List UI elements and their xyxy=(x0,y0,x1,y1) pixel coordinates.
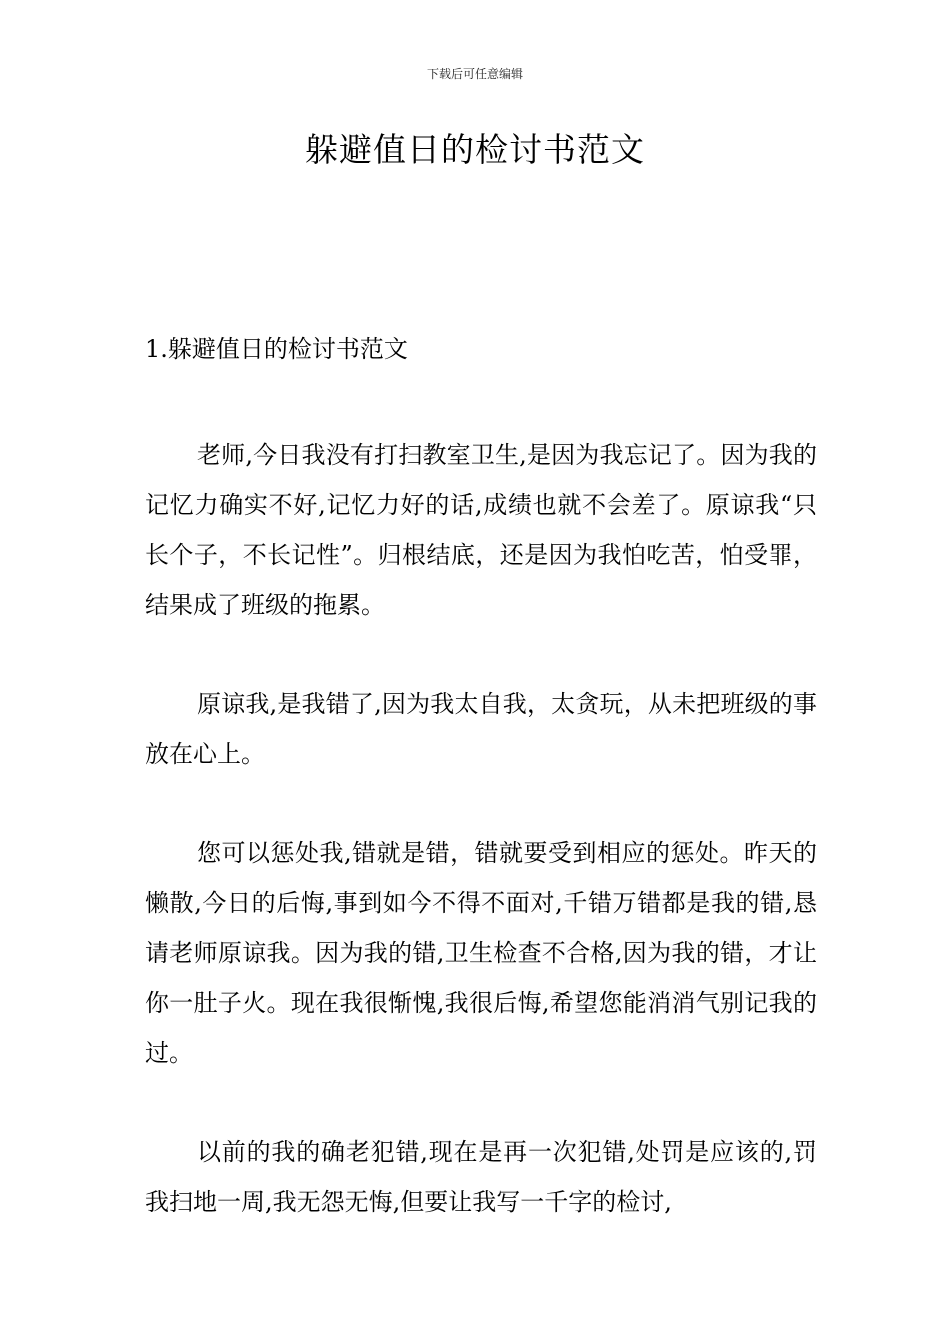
paragraph-2: 原谅我,是我错了,因为我太自我，太贪玩，从未把班级的事放在心上。 xyxy=(145,690,817,768)
section-heading: 1.躲避值日的检讨书范文 xyxy=(145,335,408,363)
document-title: 躲避值日的检讨书范文 xyxy=(305,130,645,169)
paragraph-1: 老师,今日我没有打扫教室卫生,是因为我忘记了。因为我的记忆力确实不好,记忆力好的话,成绩也就不会差了。原谅我“只长个子，不长记性”。归根结底，还是因为我怕吃苦，怕受罪，结果成了班级的拖累。 xyxy=(145,441,817,619)
paragraph-4: 以前的我的确老犯错,现在是再一次犯错,处罚是应该的,罚我扫地一周,我无怨无悔,但要让我写一千字的检讨, xyxy=(145,1138,817,1216)
body-text xyxy=(145,430,817,1276)
paragraph-3: 您可以惩处我,错就是错，错就要受到相应的惩处。昨天的懒散,今日的后悔,事到如今不得不面对,千错万错都是我的错,恳请老师原谅我。因为我的错,卫生检查不合格,因为我的错，才让你一肚子火。现在我很惭愧,我很后悔,希望您能消消气别记我的过。 xyxy=(145,839,817,1067)
header-note: 下载后可任意编辑 xyxy=(426,67,523,81)
